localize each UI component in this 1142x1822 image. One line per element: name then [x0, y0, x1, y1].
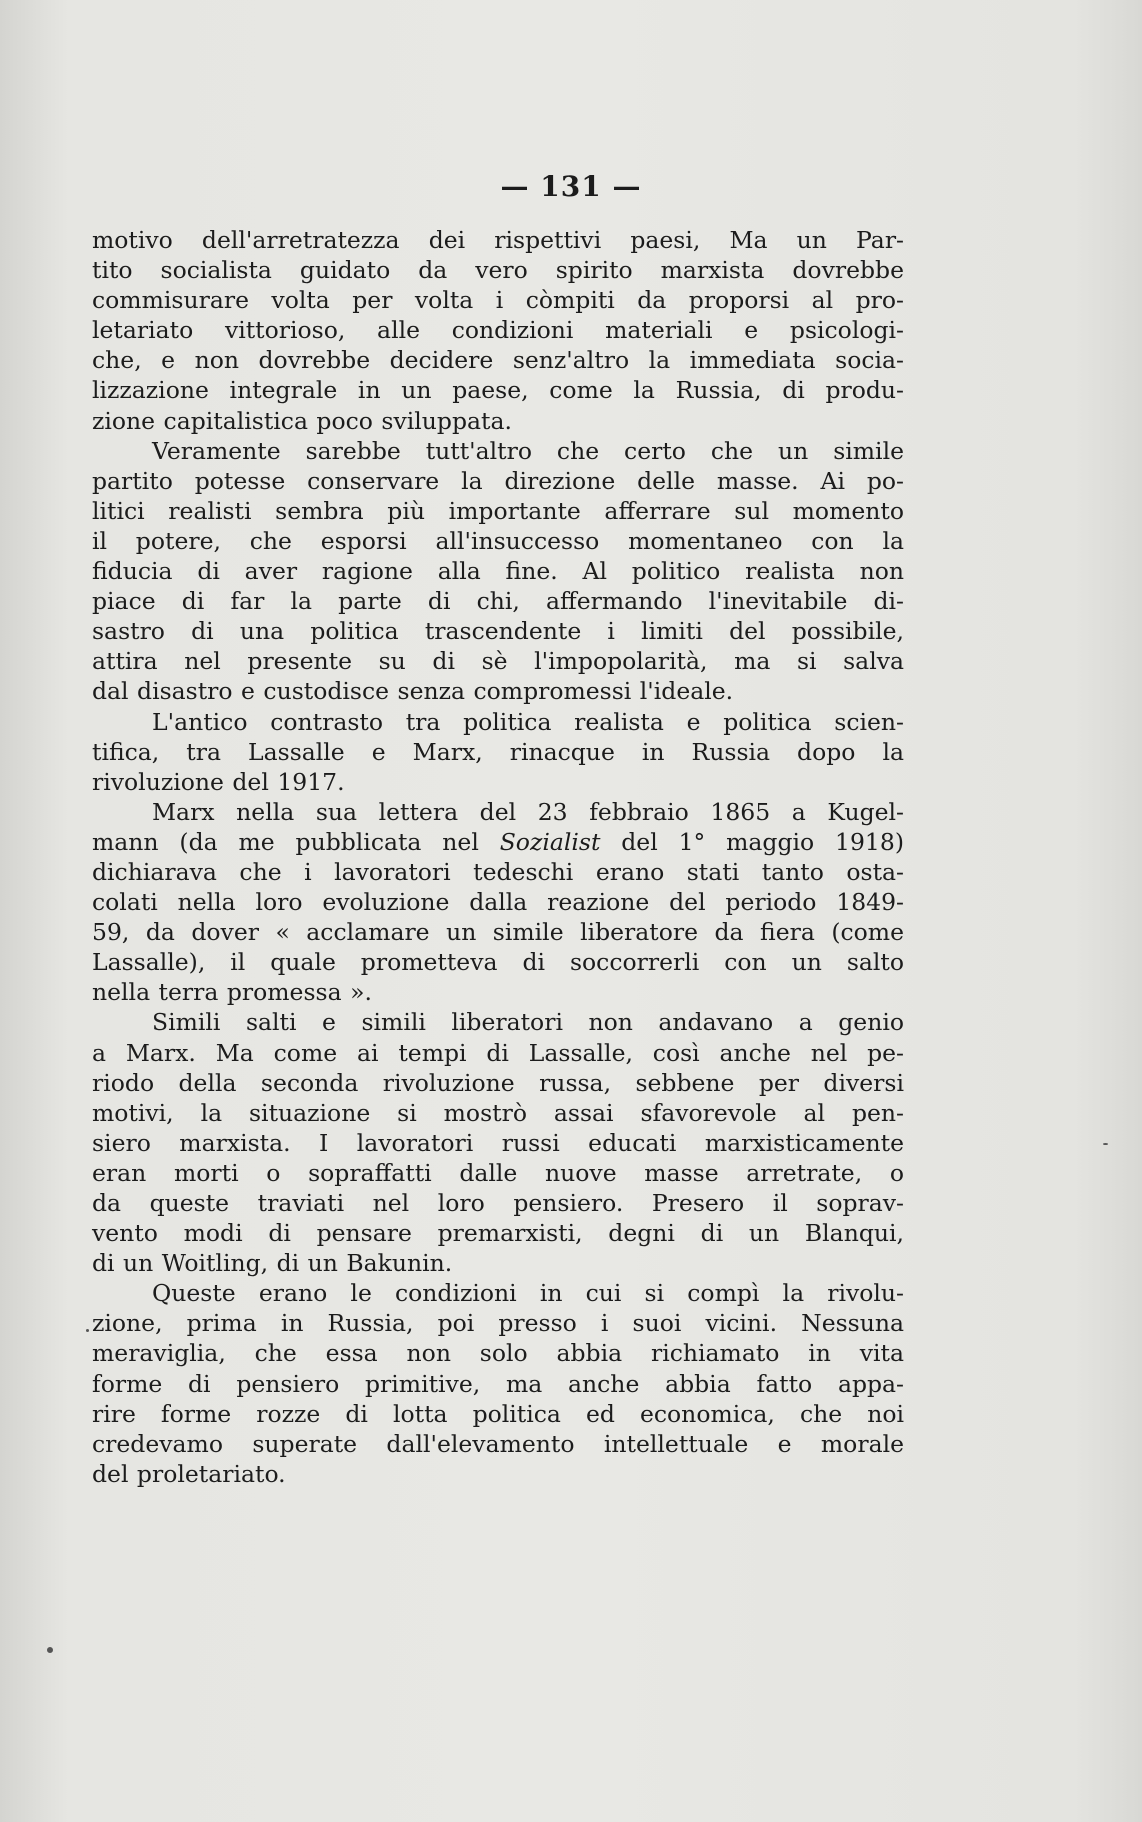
text-line: L'antico contrasto tra politica realista e politica scien- — [152, 707, 904, 736]
text-line: il potere, che esporsi all'insuccesso momentaneo con la — [92, 526, 904, 555]
text-line: partito potesse conservare la direzione delle masse. Ai po- — [92, 466, 904, 495]
paragraph — [92, 1278, 904, 1489]
text-line: tito socialista guidato da vero spirito marxista dovrebbe — [92, 256, 904, 285]
text-line: Queste erano le condizioni in cui si compì la rivolu- — [152, 1279, 904, 1308]
text-line: Simili salti e simili liberatori non andavano a genio — [152, 1008, 904, 1037]
text-line: a Marx. Ma come ai tempi di Lassalle, così anche nel pe- — [92, 1038, 904, 1067]
text-line: fiducia di aver ragione alla fine. Al politico realista non — [92, 557, 904, 586]
paragraph — [92, 707, 904, 797]
text-line: motivo dell'arretratezza dei rispettivi paesi, Ma un Par- — [92, 226, 904, 254]
body-text — [92, 225, 904, 1489]
text-line: vento modi di pensare premarxisti, degni di un Blanqui, — [92, 1219, 904, 1248]
scan-speck — [47, 1647, 53, 1653]
text-line: dal disastro e custodisce senza compromessi l'ideale. — [92, 677, 734, 706]
text-line: tifica, tra Lassalle e Marx, rinacque in Russia dopo la — [92, 737, 904, 766]
text-line: piace di far la parte di chi, affermando l'inevitabile di- — [92, 587, 904, 616]
text-line: commisurare volta per volta i còmpiti da proporsi al pro- — [92, 286, 904, 315]
text-line: litici realisti sembra più importante afferrare sul momento — [92, 496, 904, 525]
text-line: Veramente sarebbe tutt'altro che certo che un simile — [152, 436, 904, 465]
paragraph — [92, 436, 904, 707]
scan-speck — [86, 1329, 89, 1332]
text-line: letariato vittorioso, alle condizioni materiali e psicologi- — [92, 316, 904, 345]
scan-speck — [1103, 1143, 1108, 1145]
page-number: — 131 — — [500, 170, 642, 203]
text-line: rire forme rozze di lotta politica ed economica, che noi — [92, 1399, 904, 1428]
text-line: sastro di una politica trascendente i limiti del possibile, — [92, 617, 904, 646]
text-line: zione, prima in Russia, poi presso i suoi vicini. Nessuna — [92, 1309, 904, 1338]
text-line: meraviglia, che essa non solo abbia richiamato in vita — [92, 1339, 904, 1368]
text-line: rivoluzione del 1917. — [92, 767, 345, 796]
text-line: nella terra promessa ». — [92, 978, 372, 1007]
text-line: siero marxista. I lavoratori russi educati marxisticamente — [92, 1128, 904, 1157]
text-line: forme di pensiero primitive, ma anche abbia fatto appa- — [92, 1369, 904, 1398]
paragraph — [92, 797, 904, 1008]
text-line: da queste traviati nel loro pensiero. Presero il soprav- — [92, 1189, 904, 1217]
paragraph — [92, 225, 904, 436]
text-line: riodo della seconda rivoluzione russa, sebbene per diversi — [92, 1068, 904, 1097]
text-line: lizzazione integrale in un paese, come la Russia, di produ- — [92, 376, 904, 405]
text-line: colati nella loro evoluzione dalla reazione del periodo 1849- — [92, 888, 904, 917]
text-line: che, e non dovrebbe decidere senz'altro la immediata socia- — [92, 346, 904, 375]
text-line: Lassalle), il quale prometteva di soccorrerli con un salto — [92, 948, 904, 977]
text-line: eran morti o sopraffatti dalle nuove masse arretrate, o — [92, 1158, 904, 1187]
text-line: attira nel presente su di sè l'impopolarità, ma si salva — [92, 647, 904, 676]
text-line: 59, da dover « acclamare un simile liberatore da fiera (come — [92, 918, 904, 947]
newspaper-title: Sozialist — [499, 827, 601, 856]
text-line: Marx nella sua lettera del 23 febbraio 1865 a Kugel- — [152, 797, 904, 826]
text-line: di un Woitling, di un Bakunin. — [92, 1249, 453, 1278]
text-line: zione capitalistica poco sviluppata. — [92, 406, 512, 435]
text-line: dichiarava che i lavoratori tedeschi erano stati tanto osta- — [92, 857, 904, 886]
paragraph — [92, 1007, 904, 1278]
text-line: mann (da me pubblicata nel Sozialist del 1° maggio 1918) — [92, 827, 904, 856]
text-line: motivi, la situazione si mostrò assai sfavorevole al pen- — [92, 1098, 904, 1127]
text-line: del proletariato. — [92, 1459, 286, 1488]
text-line: credevamo superate dall'elevamento intellettuale e morale — [92, 1429, 904, 1458]
